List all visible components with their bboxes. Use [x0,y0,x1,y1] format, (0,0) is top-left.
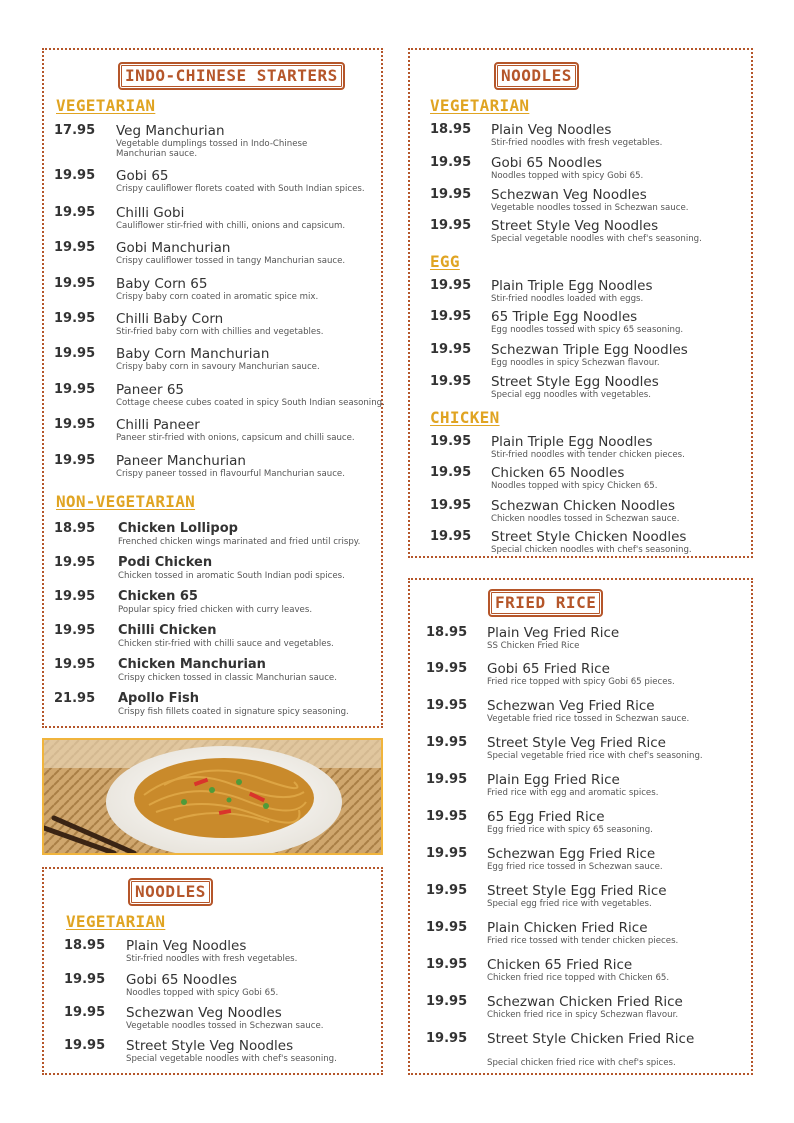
item-desc: Frenched chicken wings marinated and fried until crispy. [118,537,361,547]
item-desc: Cottage cheese cubes coated in spicy South Indian seasoning. [116,398,385,408]
item-price: 19.95 [54,657,96,672]
item-price: 19.95 [426,957,468,972]
item-name: Chicken Lollipop [118,521,238,536]
item-price: 19.95 [54,276,96,291]
item-desc: Special vegetable noodles with chef's seasoning. [126,1054,337,1064]
item-price: 19.95 [54,623,96,638]
item-price: 19.95 [64,972,106,987]
item-price: 19.95 [54,555,96,570]
item-desc: Paneer stir-fried with onions, capsicum and chilli sauce. [116,433,355,443]
item-name: Schezwan Triple Egg Noodles [491,342,688,358]
item-price: 19.95 [54,382,96,397]
item-desc: Stir-fried noodles with fresh vegetables. [126,954,298,964]
noodles-panel-right [408,48,753,558]
item-desc: Egg fried rice with spicy 65 seasoning. [487,825,653,835]
item-price: 19.95 [54,168,96,183]
item-name: Podi Chicken [118,555,213,570]
item-desc: Special vegetable fried rice with chef's seasoning. [487,751,703,761]
item-price: 19.95 [426,772,468,787]
item-name: Street Style Chicken Noodles [491,529,687,545]
item-desc: SS Chicken Fried Rice [487,641,580,651]
item-name: Schezwan Egg Fried Rice [487,846,656,862]
item-price: 19.95 [54,589,96,604]
item-name: Schezwan Chicken Noodles [491,498,676,514]
item-name: Gobi 65 Noodles [126,972,238,988]
item-price: 19.95 [426,994,468,1009]
item-name: Schezwan Veg Fried Rice [487,698,655,714]
noodles-panel-left [42,867,383,1075]
item-name: Plain Triple Egg Noodles [491,278,653,294]
fried-rice-panel [408,578,753,1075]
item-price: 18.95 [54,521,96,536]
item-name: Chilli Gobi [116,205,185,221]
chicken-heading: CHICKEN [430,408,500,427]
item-desc: Vegetable noodles tossed in Schezwan sauce. [126,1021,324,1031]
item-name: Street Style Veg Fried Rice [487,735,666,751]
item-name: Schezwan Veg Noodles [491,187,647,203]
item-price: 19.95 [54,240,96,255]
item-name: Plain Veg Fried Rice [487,625,620,641]
item-price: 19.95 [430,155,472,170]
item-desc: Chicken stir-fried with chilli sauce and vegetables. [118,639,334,649]
item-name: Baby Corn 65 [116,276,208,292]
item-name: Chilli Chicken [118,623,217,638]
item-name: Gobi 65 [116,168,169,184]
item-desc: Vegetable fried rice tossed in Schezwan sauce. [487,714,690,724]
veg-heading: VEGETARIAN [66,912,166,931]
item-name: 65 Egg Fried Rice [487,809,605,825]
section-title: NOODLES [494,62,579,90]
noodles-photo [42,738,383,855]
indo-chinese-starters-panel [42,48,383,728]
item-price: 19.95 [426,920,468,935]
item-name: Chilli Baby Corn [116,311,224,327]
item-name: Gobi 65 Noodles [491,155,603,171]
item-price: 19.95 [426,735,468,750]
item-price: 19.95 [426,846,468,861]
item-price: 18.95 [64,938,106,953]
item-price: 21.95 [54,691,96,706]
item-name: Plain Chicken Fried Rice [487,920,648,936]
item-price: 19.95 [54,453,96,468]
item-desc: Stir-fried noodles with fresh vegetables. [491,138,663,148]
item-desc: Crispy chicken tossed in classic Manchurian sauce. [118,673,337,683]
item-name: Paneer 65 [116,382,184,398]
item-price: 19.95 [426,809,468,824]
section-title: NOODLES [128,878,213,906]
item-price: 19.95 [430,434,472,449]
item-name: 65 Triple Egg Noodles [491,309,638,325]
item-desc: Chicken tossed in aromatic South Indian podi spices. [118,571,345,581]
item-price: 19.95 [64,1005,106,1020]
item-desc: Fried rice topped with spicy Gobi 65 pieces. [487,677,675,687]
item-name: Schezwan Veg Noodles [126,1005,282,1021]
item-desc: Vegetable noodles tossed in Schezwan sauce. [491,203,689,213]
item-price: 18.95 [426,625,468,640]
item-desc: Cauliflower stir-fried with chilli, onions and capsicum. [116,221,346,231]
item-price: 19.95 [426,661,468,676]
item-desc: Crispy baby corn coated in aromatic spice mix. [116,292,319,302]
item-desc: Crispy cauliflower florets coated with South Indian spices. [116,184,365,194]
item-price: 19.95 [426,883,468,898]
item-desc: Egg fried rice tossed in Schezwan sauce. [487,862,663,872]
item-name: Baby Corn Manchurian [116,346,270,362]
item-price: 19.95 [430,498,472,513]
item-desc: Chicken fried rice in spicy Schezwan flavour. [487,1010,679,1020]
item-desc: Vegetable dumplings tossed in Indo-Chinese Manchurian sauce. [116,139,308,159]
veg-heading: VEGETARIAN [56,96,156,115]
item-name: Plain Egg Fried Rice [487,772,620,788]
item-name: Street Style Chicken Fried Rice [487,1031,695,1047]
item-price: 19.95 [430,465,472,480]
item-price: 17.95 [54,123,96,138]
item-price: 19.95 [54,346,96,361]
item-desc: Stir-fried noodles with tender chicken pieces. [491,450,685,460]
egg-heading: EGG [430,252,460,271]
item-name: Plain Triple Egg Noodles [491,434,653,450]
item-desc: Egg noodles in spicy Schezwan flavour. [491,358,660,368]
item-name: Paneer Manchurian [116,453,246,469]
item-name: Chicken 65 Fried Rice [487,957,633,973]
item-desc: Fried rice tossed with tender chicken pieces. [487,936,679,946]
item-desc: Crispy cauliflower tossed in tangy Manchurian sauce. [116,256,346,266]
item-name: Veg Manchurian [116,123,225,139]
item-desc: Special chicken noodles with chef's seasoning. [491,545,692,555]
item-price: 19.95 [430,309,472,324]
item-price: 19.95 [430,342,472,357]
item-price: 19.95 [64,1038,106,1053]
item-name: Gobi Manchurian [116,240,231,256]
item-desc: Fried rice with egg and aromatic spices. [487,788,659,798]
veg-heading: VEGETARIAN [430,96,530,115]
item-desc: Special egg fried rice with vegetables. [487,899,652,909]
item-name: Chicken 65 Noodles [491,465,625,481]
item-desc: Noodles topped with spicy Gobi 65. [491,171,644,181]
item-name: Chicken Manchurian [118,657,266,672]
section-title: INDO-CHINESE STARTERS [118,62,345,90]
item-desc: Chicken noodles tossed in Schezwan sauce. [491,514,680,524]
noodle-bowl-image [44,740,381,853]
item-name: Street Style Veg Noodles [126,1038,294,1054]
item-desc: Stir-fried noodles loaded with eggs. [491,294,644,304]
item-desc: Stir-fried baby corn with chillies and vegetables. [116,327,324,337]
item-name: Street Style Veg Noodles [491,218,659,234]
item-desc: Noodles topped with spicy Gobi 65. [126,988,279,998]
item-price: 19.95 [426,698,468,713]
non-veg-heading: NON-VEGETARIAN [56,492,196,511]
item-desc: Special egg noodles with vegetables. [491,390,651,400]
item-desc: Egg noodles tossed with spicy 65 seasoning. [491,325,684,335]
item-desc: Chicken fried rice topped with Chicken 65. [487,973,670,983]
item-desc: Crispy paneer tossed in flavourful Manchurian sauce. [116,469,345,479]
item-name: Street Style Egg Noodles [491,374,659,390]
item-price: 19.95 [430,278,472,293]
item-name: Gobi 65 Fried Rice [487,661,610,677]
item-name: Chilli Paneer [116,417,200,433]
item-desc: Special vegetable noodles with chef's seasoning. [491,234,702,244]
item-name: Street Style Egg Fried Rice [487,883,667,899]
item-desc: Special chicken fried rice with chef's spices. [487,1058,676,1068]
item-name: Schezwan Chicken Fried Rice [487,994,683,1010]
item-price: 19.95 [430,529,472,544]
item-desc: Noodles topped with spicy Chicken 65. [491,481,658,491]
item-name: Apollo Fish [118,691,199,706]
item-name: Plain Veg Noodles [491,122,612,138]
item-price: 19.95 [430,374,472,389]
section-title: FRIED RICE [488,589,603,617]
item-name: Chicken 65 [118,589,198,604]
item-name: Plain Veg Noodles [126,938,247,954]
item-desc: Crispy baby corn in savoury Manchurian sauce. [116,362,320,372]
item-desc: Popular spicy fried chicken with curry leaves. [118,605,313,615]
item-price: 19.95 [54,311,96,326]
item-price: 19.95 [54,205,96,220]
item-price: 18.95 [430,122,472,137]
item-price: 19.95 [430,187,472,202]
item-price: 19.95 [54,417,96,432]
item-price: 19.95 [430,218,472,233]
item-desc: Crispy fish fillets coated in signature spicy seasoning. [118,707,349,717]
item-price: 19.95 [426,1031,468,1046]
